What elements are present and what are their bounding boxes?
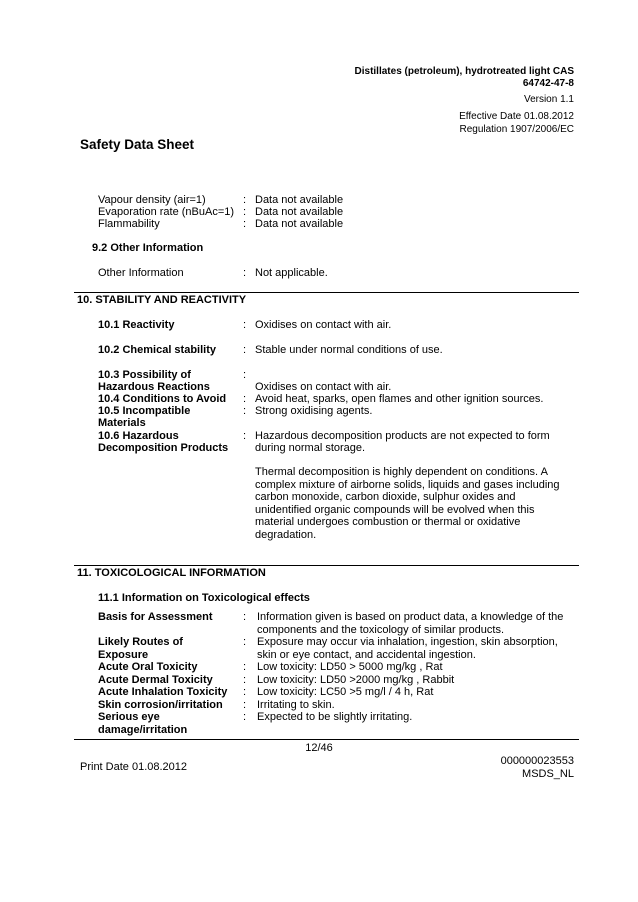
section-divider [74, 292, 579, 293]
separator: : [243, 611, 247, 623]
separator: : [243, 661, 247, 673]
incompatible-materials-label-line2: Materials [98, 417, 146, 429]
basis-for-assessment-label: Basis for Assessment [98, 611, 213, 623]
basis-for-assessment-value-line1: Information given is based on product data, a knowledge of the [257, 611, 564, 623]
other-information-heading: 9.2 Other Information [92, 242, 204, 254]
conditions-to-avoid-label: 10.4 Conditions to Avoid [98, 393, 227, 405]
routes-of-exposure-label-line1: Likely Routes of [98, 636, 183, 648]
product-name-line1: Distillates (petroleum), hydrotreated light CAS [354, 66, 574, 77]
thermal-decomposition-line: material undergoes combustion or thermal or oxidative [255, 516, 521, 528]
decomposition-products-label-line2: Decomposition Products [98, 442, 229, 454]
vapour-density-value: Data not available [255, 194, 344, 206]
flammability-label: Flammability [98, 218, 160, 230]
separator: : [243, 430, 247, 442]
document-title: Safety Data Sheet [80, 137, 195, 152]
toxicological-effects-heading: 11.1 Information on Toxicological effects [98, 592, 310, 604]
acute-oral-toxicity-label: Acute Oral Toxicity [98, 661, 198, 673]
section-11-heading: 11. TOXICOLOGICAL INFORMATION [77, 567, 266, 579]
page-number: 12/46 [305, 742, 333, 754]
decomposition-products-value-line2: during normal storage. [255, 442, 366, 454]
acute-inhalation-toxicity-value: Low toxicity: LC50 >5 mg/l / 4 h, Rat [257, 686, 434, 698]
separator: : [243, 711, 247, 723]
routes-of-exposure-label-line2: Exposure [98, 648, 149, 661]
decomposition-products-value-line1: Hazardous decomposition products are not expected to form [255, 430, 550, 442]
eye-damage-label-line1: Serious eye [98, 711, 160, 723]
thermal-decomposition-line: degradation. [255, 528, 317, 541]
conditions-to-avoid-value: Avoid heat, sparks, open flames and other ignition sources. [255, 393, 544, 405]
separator: : [243, 393, 247, 405]
hazardous-reactions-label-line2: Hazardous Reactions [98, 381, 210, 393]
version: Version 1.1 [523, 94, 574, 105]
separator: : [243, 686, 247, 698]
reactivity-label: 10.1 Reactivity [98, 319, 175, 331]
decomposition-products-label-line1: 10.6 Hazardous [98, 430, 179, 442]
separator: : [243, 267, 247, 279]
acute-inhalation-toxicity-label: Acute Inhalation Toxicity [98, 686, 228, 698]
thermal-decomposition-line: unidentified organic compounds will be evolved when this [255, 503, 535, 516]
hazardous-reactions-label-line1: 10.3 Possibility of [98, 369, 191, 381]
skin-corrosion-label: Skin corrosion/irritation [98, 698, 223, 711]
basis-for-assessment-value-line2: components and the toxicology of similar products. [257, 623, 505, 636]
routes-of-exposure-value-line1: Exposure may occur via inhalation, ingestion, skin absorption, [257, 636, 558, 648]
evaporation-rate-label: Evaporation rate (nBuAc=1) [98, 206, 235, 218]
section-10-heading: 10. STABILITY AND REACTIVITY [77, 294, 247, 306]
thermal-decomposition-line: complex mixture of airborne solids, liquids and gases including [255, 478, 560, 491]
routes-of-exposure-value-line2: skin or eye contact, and accidental ingestion. [257, 648, 476, 661]
acute-oral-toxicity-value: Low toxicity: LD50 > 5000 mg/kg , Rat [257, 661, 443, 673]
thermal-decomposition-line: Thermal decomposition is highly dependent on conditions. A [255, 466, 548, 478]
acute-dermal-toxicity-label: Acute Dermal Toxicity [98, 673, 213, 686]
eye-damage-label-line2: damage/irritation [98, 723, 188, 736]
incompatible-materials-value: Strong oxidising agents. [255, 405, 373, 417]
document-number: 000000023553 [500, 755, 574, 767]
separator: : [243, 698, 247, 711]
section-divider [74, 565, 579, 566]
separator: : [243, 405, 247, 417]
eye-damage-value: Expected to be slightly irritating. [257, 711, 413, 723]
separator: : [243, 636, 247, 648]
document-code: MSDS_NL [522, 768, 574, 780]
other-information-value: Not applicable. [255, 267, 328, 279]
vapour-density-label: Vapour density (air=1) [98, 194, 206, 206]
separator: : [243, 206, 247, 218]
print-date: Print Date 01.08.2012 [80, 761, 188, 773]
product-cas-number: 64742-47-8 [522, 78, 574, 89]
separator: : [243, 218, 247, 230]
regulation: Regulation 1907/2006/EC [459, 124, 574, 135]
acute-dermal-toxicity-value: Low toxicity: LD50 >2000 mg/kg , Rabbit [257, 673, 455, 686]
separator: : [243, 319, 247, 331]
thermal-decomposition-line: carbon monoxide, carbon dioxide, sulphur oxides and [255, 491, 516, 503]
chemical-stability-value: Stable under normal conditions of use. [255, 344, 443, 356]
separator: : [243, 673, 247, 686]
separator: : [243, 369, 247, 381]
reactivity-value: Oxidises on contact with air. [255, 319, 392, 331]
evaporation-rate-value: Data not available [255, 206, 344, 218]
footer-divider [74, 739, 579, 740]
hazardous-reactions-value: Oxidises on contact with air. [255, 381, 392, 393]
flammability-value: Data not available [255, 218, 344, 230]
separator: : [243, 344, 247, 356]
chemical-stability-label: 10.2 Chemical stability [98, 344, 216, 356]
skin-corrosion-value: Irritating to skin. [257, 698, 335, 711]
incompatible-materials-label-line1: 10.5 Incompatible [98, 405, 191, 417]
separator: : [243, 194, 247, 206]
effective-date: Effective Date 01.08.2012 [459, 111, 574, 122]
other-information-label: Other Information [98, 267, 184, 279]
